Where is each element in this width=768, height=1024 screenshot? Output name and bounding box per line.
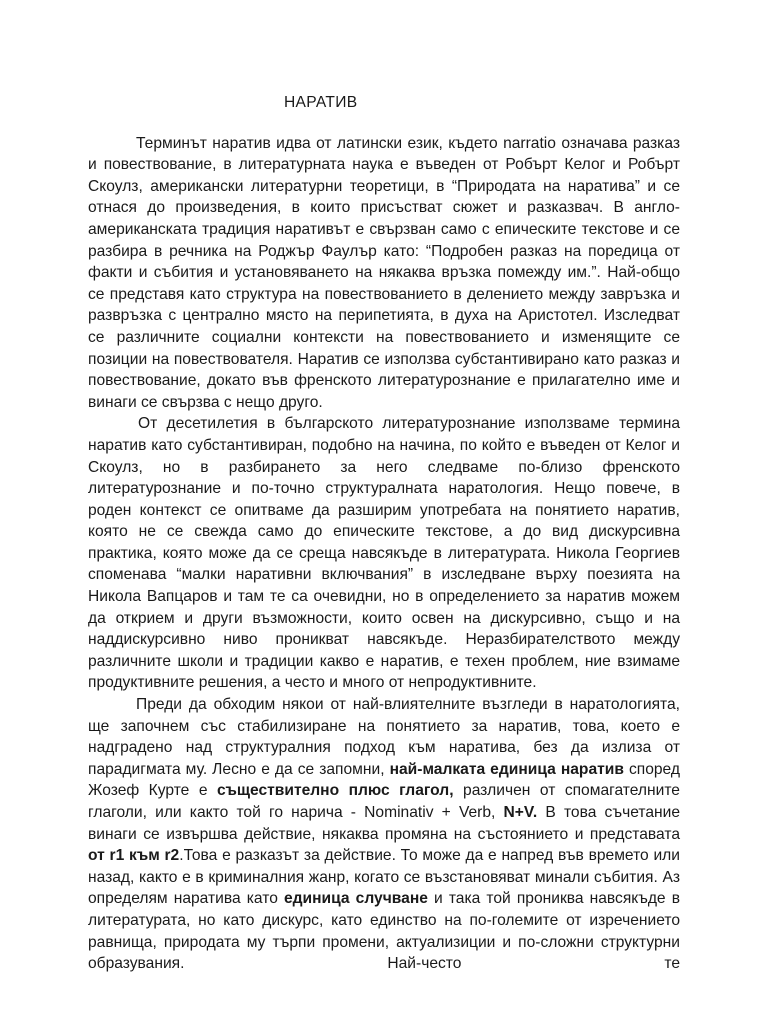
bold-term-smallest-unit: най-малката единица наратив (389, 760, 624, 778)
bold-term-unit-of-happening: единица случване (283, 890, 428, 908)
paragraph-3-text-4: В това съчетание винаги се извършва действие, някаква промяна на състоянието и представата (88, 804, 680, 843)
paragraph-3-text-5: .Това е разказът за действие. То може да е напред във времето или назад, както е в криминалния жанр, когато се възстановяват минали събития. Аз определям наратива като (88, 847, 680, 908)
paragraph-1 (88, 133, 680, 414)
paragraph-3-text-1: Преди да обходим някои от най-влиятелните възгледи в наратологията, ще започнем със стабилизиране на понятието за наратив, това, което е надградено над структуралния подход към наратива, без да излиза от парадигмата му. Лесно е да се запомни, (88, 696, 680, 778)
bold-term-noun-plus-verb: съществително плюс глагол, (217, 782, 454, 800)
document-title: НАРАТИВ (284, 94, 358, 111)
paragraph-2 (88, 413, 680, 694)
paragraph-3-text-6: и така той прониква навсякъде в литературата, но като дискурс, като единство на по-големите от изречението равнища, природата му търпи промени, актуализиции и по-сложни структурни образувания. Най-често те (88, 890, 680, 973)
document-body (88, 92, 680, 975)
paragraph-2-text: От десетилетия в българското литературознание използваме термина наратив като субстантивиран, подобно на начина, по който е въведен от Келог и Скоулз, но в разбирането за него следваме по-близо френското литературознание и по-точно структуралната наратология. Нещо повече, в роден контекст се опитваме да разширим употребата на понятието наратив, която не се свежда само до епическите текстове, а до вид дискурсивна практика, която може да се среща навсякъде в литературата. Никола Георгиев споменава “малки наративни включвания” в изследване върху поезията на Никола Вапцаров и там те са очевидни, но в определението за наратив можем да открием и други възможности, които освен на дискурсивно, също и на наддискурсивно ниво проникват навсякъде. Неразбирателството между различните школи и традиции какво е наратив, е техен проблем, ние взимаме продуктивните решения, а често и много от непродуктивните. (88, 415, 680, 692)
bold-term-r1-to-r2: от r1 към r2 (88, 847, 180, 865)
paragraph-1-text: Терминът наратив идва от латински език, където narratio означава разказ и повествование, в литературната наука е въведен от Робърт Келог и Робърт Скоулз, американски литературни теоретици, в “Природата на наратива” и се отнася до произведения, в които присъстват сюжет и разказвач. В англо-американската традиция наративът е свързван само с епическите текстове и се разбира в речника на Роджър Фаулър като: “Подробен разказ на поредица от факти и събития и установяването на някаква връзка помежду им.”. Най-общо се представя като структура на повествованието в делението между завръзка и развръзка с централно място на перипетията, в духа на Аристотел. Изследват се различните социални контексти на повествованието и изменящите се позиции на повествователя. Наратив се използва субстантивирано като разказ и повествование, докато във френското литературознание е прилагателно име и винаги се свързва с нещо друго. (88, 134, 680, 411)
paragraph-3-text-3: различен от спомагателните глаголи, или както той го нарича - Nominativ + Verb, (88, 782, 680, 821)
paragraph-3 (88, 694, 680, 975)
paragraph-3-text-2: според Жозеф Курте е (88, 760, 680, 800)
bold-term-n-plus-v: N+V. (503, 804, 538, 821)
